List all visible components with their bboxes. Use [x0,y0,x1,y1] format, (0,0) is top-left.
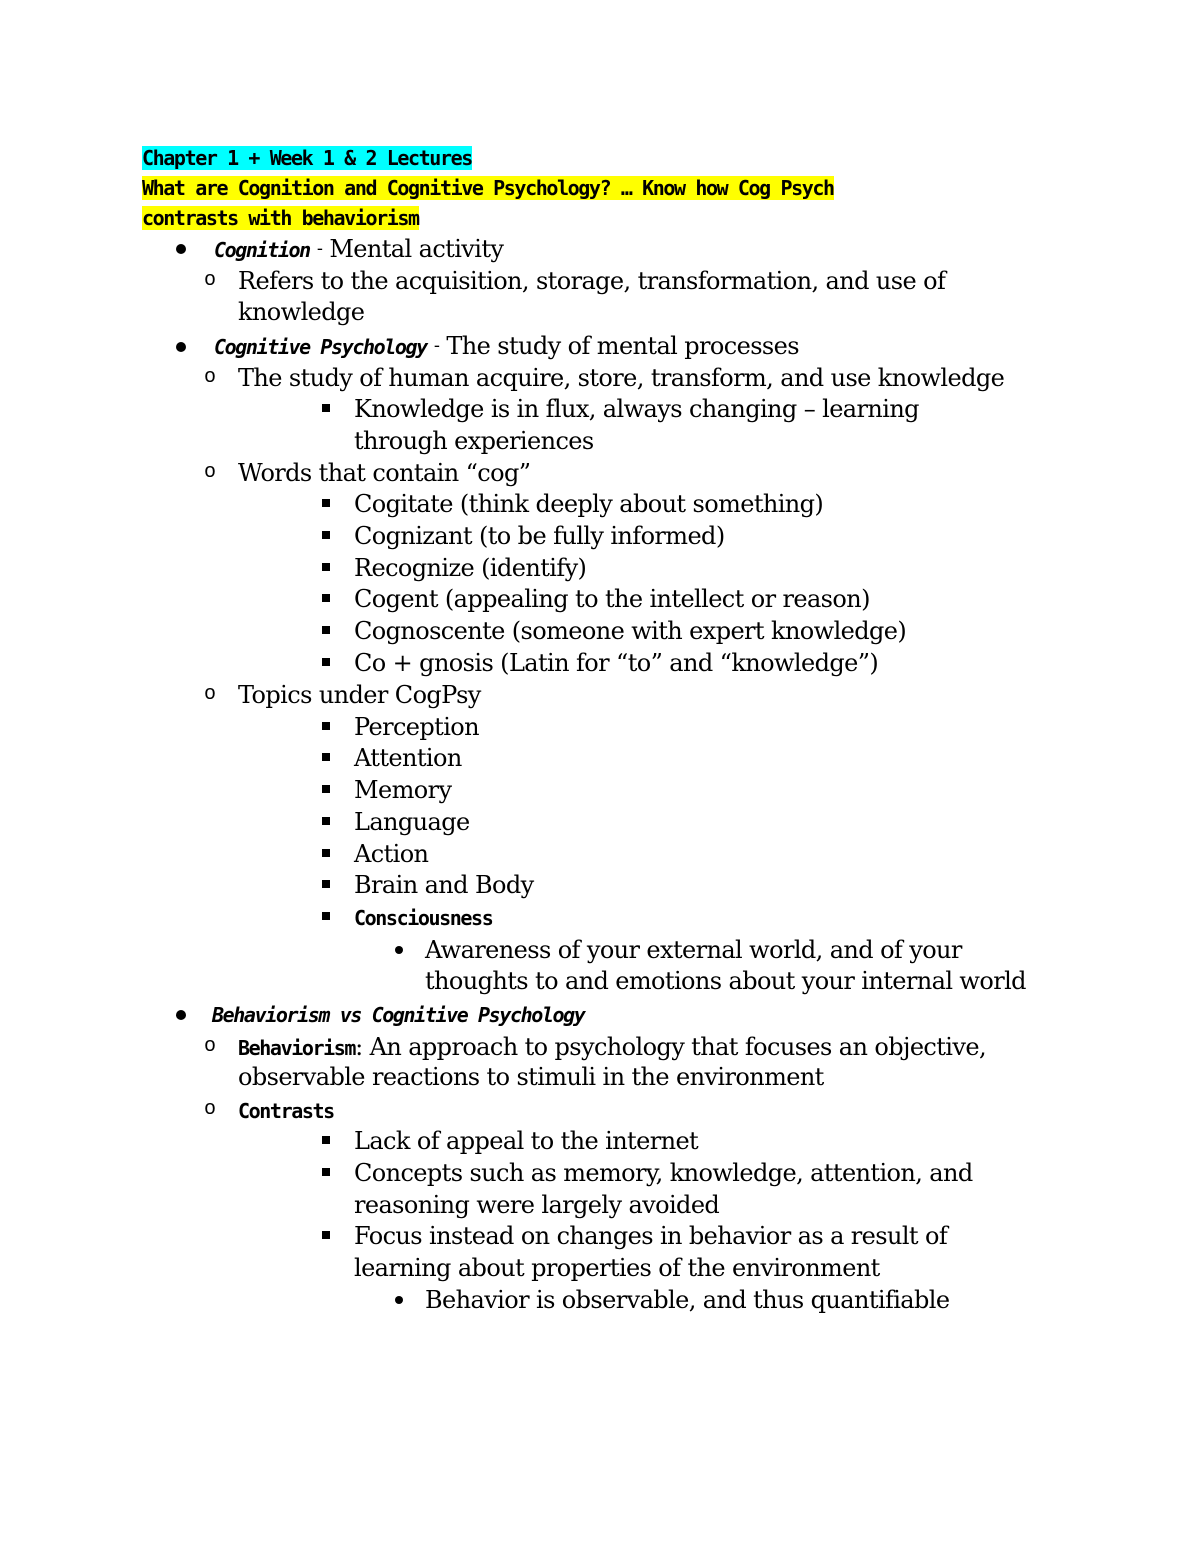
list-item: Attention [354,744,462,772]
square-bullet-icon [322,722,330,730]
list-item: Cognoscente (someone with expert knowledge) [354,617,907,645]
bullet-icon [176,1010,186,1020]
behaviorism-definition-line2: observable reactions to stimuli in the environment [238,1063,824,1091]
cognition-sub-line2: knowledge [238,298,365,326]
question-heading-line1: What are Cognition and Cognitive Psychology? … Know how Cog Psych [142,176,834,200]
square-bullet-icon [322,785,330,793]
square-bullet-icon [322,404,330,412]
square-bullet-icon [322,531,330,539]
flux-line1: Knowledge is in flux, always changing – learning [354,395,919,423]
list-item: Brain and Body [354,871,534,899]
list-item: Concepts such as memory, knowledge, attention, and [354,1159,973,1187]
consciousness-desc-line1: Awareness of your external world, and of your [425,936,962,964]
bullet-icon [176,342,186,352]
circle-bullet-icon: o [204,366,217,389]
question-heading-line2: contrasts with behaviorism [142,206,419,230]
cogpsych-study: The study of human acquire, store, transform, and use knowledge [238,364,1005,392]
circle-bullet-icon: o [204,461,217,484]
square-bullet-icon [322,912,330,920]
chapter-title-text: Chapter 1 + Week 1 & 2 Lectures [142,146,472,170]
cognition-sub-line1: Refers to the acquisition, storage, transformation, and use of [238,267,946,295]
list-item: Co + gnosis (Latin for “to” and “knowledge”) [354,649,879,677]
list-item: Language [354,808,470,836]
square-bullet-icon [322,1231,330,1239]
topics-label: Topics under CogPsy [238,681,481,709]
list-item-continuation: reasoning were largely avoided [354,1191,720,1219]
square-bullet-icon [322,817,330,825]
cognition-item: Cognition - Mental activity [214,235,504,263]
circle-bullet-icon: o [204,1035,217,1058]
cogpsych-item: Cognitive Psychology - The study of mental processes [214,332,799,360]
square-bullet-icon [322,594,330,602]
list-item: Focus instead on changes in behavior as a result of [354,1222,948,1250]
flux-line2: through experiences [354,427,594,455]
circle-bullet-icon: o [204,1098,217,1121]
cognition-term: Cognition [214,238,310,262]
list-item: Lack of appeal to the internet [354,1127,699,1155]
square-bullet-icon [322,1136,330,1144]
bullet-icon [395,946,403,954]
chapter-title [142,143,472,173]
square-bullet-icon [322,563,330,571]
list-item: Cogitate (think deeply about something) [354,490,824,518]
circle-bullet-icon: o [204,269,217,292]
square-bullet-icon [322,849,330,857]
bullet-icon [395,1296,403,1304]
list-item: Cogent (appealing to the intellect or reason) [354,585,870,613]
circle-bullet-icon: o [204,683,217,706]
square-bullet-icon [322,753,330,761]
square-bullet-icon [322,1168,330,1176]
cogpsych-term: Cognitive Psychology [214,335,427,359]
behaviorism-definition: Behaviorism: An approach to psychology that focuses an objective, [238,1033,986,1061]
behaviorism-heading: Behaviorism vs Cognitive Psychology [212,1003,585,1027]
square-bullet-icon [322,499,330,507]
list-item-continuation: learning about properties of the environment [354,1254,880,1282]
list-item: Memory [354,776,452,804]
contrasts-label: Contrasts [238,1099,334,1123]
square-bullet-icon [322,880,330,888]
consciousness-desc-line2: thoughts to and emotions about your internal world [425,967,1026,995]
words-label: Words that contain “cog” [238,459,531,487]
square-bullet-icon [322,658,330,666]
square-bullet-icon [322,626,330,634]
list-item: Action [354,840,429,868]
consciousness-item: Consciousness [354,906,493,930]
list-item: Perception [354,713,479,741]
bullet-icon [176,244,186,254]
list-item: Recognize (identify) [354,554,587,582]
behavior-observable: Behavior is observable, and thus quantifiable [425,1286,950,1314]
list-item: Cognizant (to be fully informed) [354,522,725,550]
